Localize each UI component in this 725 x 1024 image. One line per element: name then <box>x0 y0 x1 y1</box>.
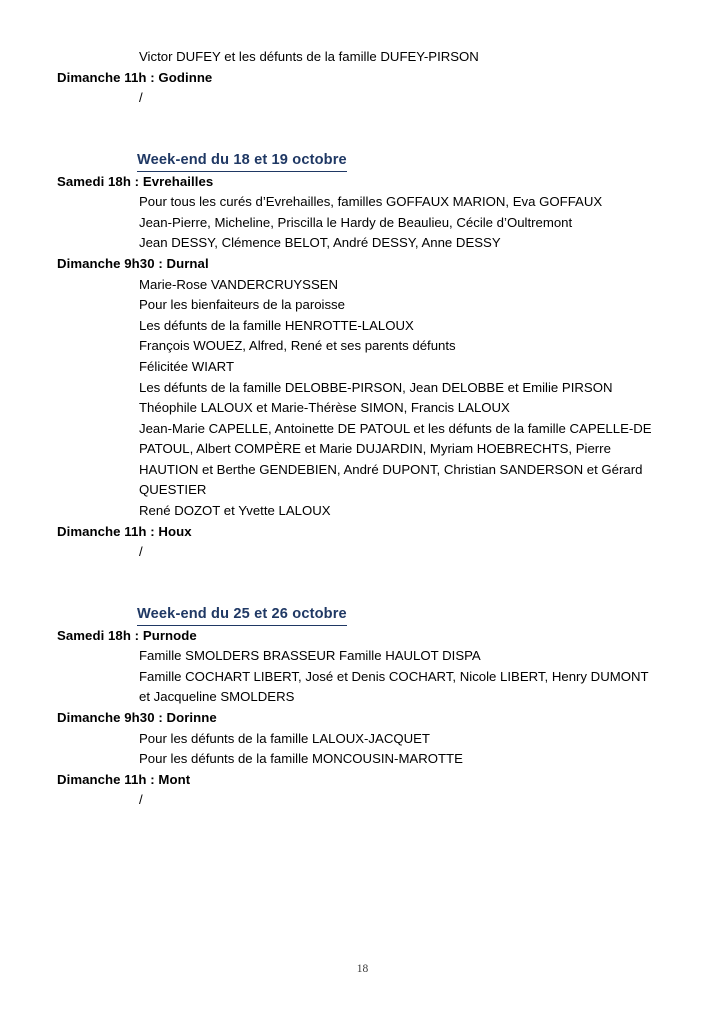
service-header: Dimanche 9h30 : Durnal <box>57 255 209 271</box>
intention-line: Marie-Rose VANDERCRUYSSEN <box>139 276 339 292</box>
service-header: Samedi 18h : Evrehailles <box>57 173 214 189</box>
intention-line: Félicitée WIART <box>139 358 235 374</box>
spacer <box>57 563 661 604</box>
intention-line: / <box>139 544 143 560</box>
intention-line: Théophile LALOUX et Marie-Thérèse SIMON, Francis LALOUX <box>139 400 510 416</box>
document-body <box>57 47 661 811</box>
intention-line: René DOZOT et Yvette LALOUX <box>139 503 331 519</box>
intention-line: Les défunts de la famille DELOBBE-PIRSON, Jean DELOBBE et Emilie PIRSON <box>139 379 613 395</box>
intention-line: Pour les défunts de la famille LALOUX-JACQUET <box>139 730 430 746</box>
intention-line: Victor DUFEY et les défunts de la famille DUFEY-PIRSON <box>139 49 479 64</box>
weekend-heading: Week-end du 25 et 26 octobre <box>137 604 347 626</box>
intention-line: Jean DESSY, Clémence BELOT, André DESSY, Anne DESSY <box>139 235 501 251</box>
intention-line: Pour les bienfaiteurs de la paroisse <box>139 297 345 313</box>
intention-line: François WOUEZ, Alfred, René et ses parents défunts <box>139 338 456 354</box>
intention-line: Jean-Marie CAPELLE, Antoinette DE PATOUL et les défunts de la famille CAPELLE-DE PATOUL, Albert COMPÈRE et Marie DUJARDIN, Myriam HOEBRECHTS, Pierre HAUTION et Berthe GENDEBIEN, André DUPONT, Christian SANDERSON et Gérard QUESTIER <box>139 420 652 498</box>
intention-line: Famille SMOLDERS BRASSEUR Famille HAULOT DISPA <box>139 648 481 664</box>
intention-line: Pour tous les curés d’Evrehailles, familles GOFFAUX MARION, Eva GOFFAUX <box>139 194 603 210</box>
service-header: Dimanche 11h : Mont <box>57 771 191 787</box>
weekend-heading-row <box>57 604 661 626</box>
spacer <box>57 109 661 150</box>
intention-line: Pour les défunts de la famille MONCOUSIN-MAROTTE <box>139 751 463 767</box>
service-header: Dimanche 9h30 : Dorinne <box>57 710 217 725</box>
intention-line: Les défunts de la famille HENROTTE-LALOUX <box>139 317 414 333</box>
service-header: Samedi 18h : Purnode <box>57 627 197 643</box>
service-header: Dimanche 11h : Godinne <box>57 69 213 85</box>
page-number: 18 <box>356 963 369 975</box>
intention-line: Jean-Pierre, Micheline, Priscilla le Hardy de Beaulieu, Cécile d’Oultremont <box>139 214 573 230</box>
intention-line: / <box>139 90 143 106</box>
weekend-heading: Week-end du 18 et 19 octobre <box>137 150 347 172</box>
intention-line: / <box>139 792 143 808</box>
intention-line: Famille COCHART LIBERT, José et Denis COCHART, Nicole LIBERT, Henry DUMONT et Jacqueline SMOLDERS <box>139 668 649 705</box>
service-header: Dimanche 11h : Houx <box>57 523 192 539</box>
weekend-heading-row <box>57 150 661 172</box>
